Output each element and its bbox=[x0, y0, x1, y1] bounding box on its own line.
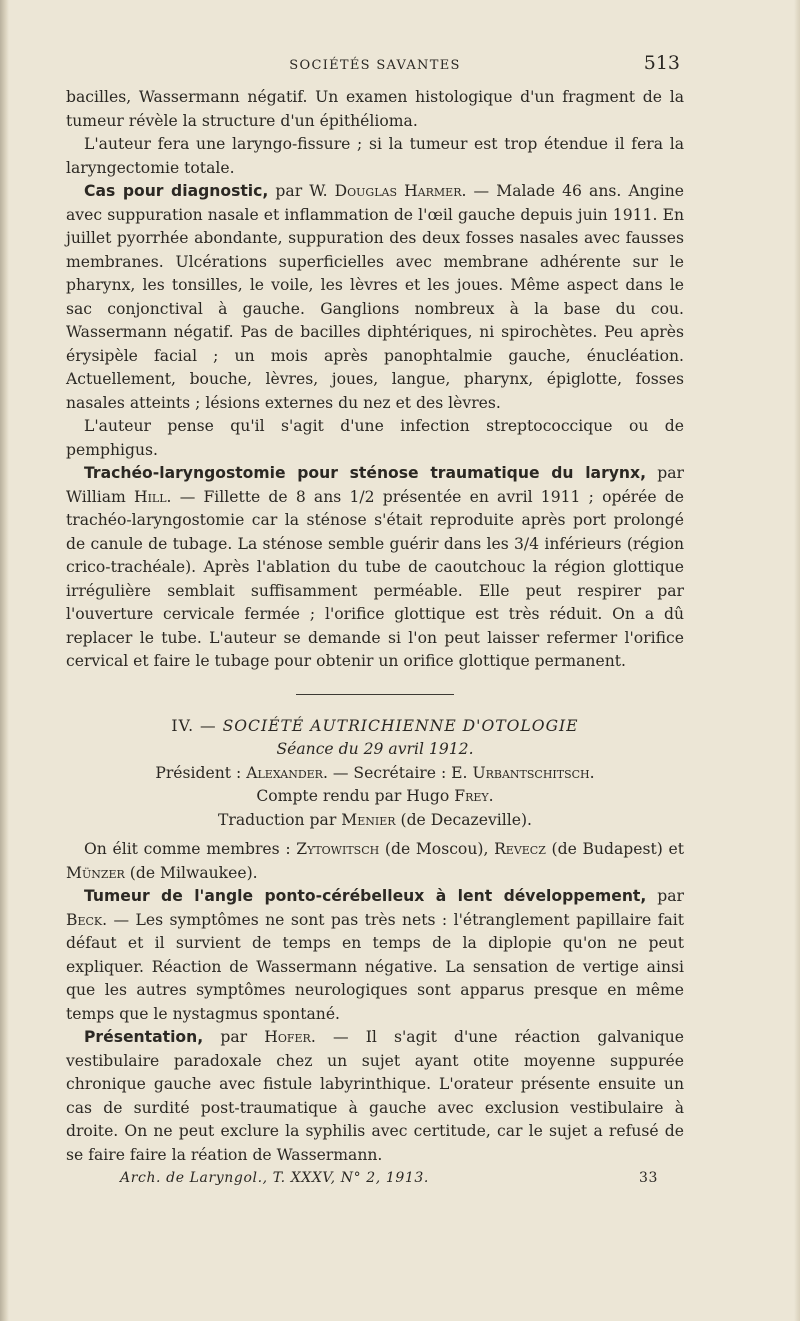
page-footer bbox=[66, 1167, 684, 1189]
member-name: Münzer bbox=[66, 863, 125, 882]
page-binding-edge bbox=[0, 0, 9, 1321]
case-title: Cas pour diagnostic, bbox=[84, 182, 269, 200]
report-label: Compte rendu par Hugo bbox=[256, 787, 455, 805]
translator-name: Menier bbox=[341, 810, 396, 829]
running-header bbox=[66, 52, 684, 86]
member-city: (de Milwaukee). bbox=[124, 863, 258, 882]
paragraph-case-diagnostic bbox=[66, 180, 684, 415]
tracheo-author: Hill bbox=[133, 487, 167, 506]
tumeur-body: . — Les symptômes ne sont pas très nets : l'étranglement papillaire fait défaut et il survient de temps en temps de la diplopie qu'on ne peut expliquer. Réaction de Wassermann négative. La sensation de vertige ainsi que les autres symptômes neurologiques sont apparus presque en même temps que le nystagmus spontané. bbox=[66, 910, 684, 1023]
section-heading bbox=[66, 715, 684, 739]
tracheo-by: par William bbox=[66, 464, 684, 506]
presentation-body: . — Il s'agit d'une réaction galvanique vestibulaire paradoxale chez un sujet ayant otite moyenne suppurée chronique gauche avec fistule labyrinthique. L'orateur présente ensuite un cas de surdité post-traumatique à gauche avec exclusion vestibulaire à droite. On ne peut exclure la syphilis avec certitude, car le sujet a refusé de se faire faire la réation de Wassermann. bbox=[66, 1028, 684, 1164]
tracheo-body: . — Fillette de 8 ans 1/2 présentée en avril 1911 ; opérée de trachéo-laryngostomie car la sténose s'était reproduite après port prolongé de canule de tubage. La sténose semble guérir dans les 3/4 inférieurs (région crico-trachéale). Après l'ablation du tube de caoutchouc la région glottique irrégulière semblait suffisamment perméable. Elle peut respirer par l'ouverture cervicale fermée ; l'orifice glottique est très réduit. On a dû replacer le tube. L'auteur se demande si l'on peut laisser refermer l'orifice cervical et faire le tubage pour obtenir un orifice glottique permanent. bbox=[66, 487, 684, 670]
page-number: 513 bbox=[643, 52, 680, 74]
page-right-edge bbox=[794, 0, 800, 1321]
translation-line bbox=[66, 809, 684, 833]
paragraph-infection-note: L'auteur pense qu'il s'agit d'une infection streptococcique ou de pemphigus. bbox=[66, 417, 684, 459]
translation-end: (de Decazeville). bbox=[395, 810, 532, 829]
tracheo-title: Trachéo-laryngostomie pour sténose traumatique du larynx, bbox=[84, 464, 647, 482]
section-number: IV. — bbox=[171, 716, 223, 735]
paragraph-presentation bbox=[66, 1026, 684, 1167]
session-date: Séance du 29 avril 1912. bbox=[276, 740, 474, 758]
president-name: Alexander bbox=[246, 763, 323, 782]
tumeur-author: Beck bbox=[66, 910, 103, 929]
member-city: (de Moscou), bbox=[379, 840, 495, 858]
section-divider bbox=[296, 694, 454, 695]
tumeur-title: Tumeur de l'angle ponto-cérébelleux à lent développement, bbox=[84, 887, 647, 905]
journal-citation: Arch. de Laryngol., T. XXXV, N° 2, 1913. bbox=[120, 1170, 429, 1186]
paragraph-laryngo-fissure: L'auteur fera une laryngo-fissure ; si la tumeur est trop étendue il fera la laryngectomie totale. bbox=[66, 135, 684, 177]
secretary-label: . — Secrétaire : E. bbox=[322, 763, 473, 782]
presentation-title: Présentation, bbox=[84, 1028, 204, 1046]
report-author: Frey bbox=[454, 787, 489, 805]
presentation-author: Hofer bbox=[264, 1028, 311, 1046]
running-title: SOCIÉTÉS SAVANTES bbox=[289, 58, 461, 73]
case-by: par W. bbox=[268, 182, 335, 200]
members-intro: On élit comme membres : bbox=[84, 840, 297, 858]
officers-line bbox=[66, 762, 684, 786]
member-name: Revecz bbox=[494, 840, 546, 858]
signature-mark: 33 bbox=[638, 1170, 658, 1186]
paragraph-tumeur-angle bbox=[66, 885, 684, 1026]
case-author: Douglas Harmer bbox=[334, 182, 462, 200]
report-line bbox=[66, 785, 684, 809]
document-page bbox=[66, 52, 684, 1189]
section-name: SOCIÉTÉ AUTRICHIENNE D'OTOLOGIE bbox=[222, 716, 579, 735]
paragraph-tracheo-laryngostomie bbox=[66, 462, 684, 674]
translation-label: Traduction par bbox=[218, 810, 342, 829]
paragraph-new-members bbox=[66, 838, 684, 885]
secretary-name: Urbantschitsch bbox=[472, 763, 590, 782]
paragraph-continued: bacilles, Wassermann négatif. Un examen histologique d'un fragment de la tumeur révèle la structure d'un épithélioma. bbox=[66, 88, 684, 130]
report-end: . bbox=[488, 787, 494, 805]
case-body: . — Malade 46 ans. Angine avec suppuration nasale et inflammation de l'œil gauche depuis juin 1911. En juillet pyorrhée abondante, suppuration des deux fosses nasales avec fausses membranes. Ulcérations superficielles avec membrane adhérente sur le pharynx, les tonsilles, le voile, les lèvres et les joues. Même aspect dans le sac conjonctival à gauche. Ganglions nombreux à la base du cou. Wassermann négatif. Pas de bacilles diphtériques, ni spirochètes. Peu après érysipèle facial ; un mois après panophtalmie gauche, énucléation. Actuellement, bouche, lèvres, joues, langue, pharynx, épiglotte, fosses nasales atteints ; lésions externes du nez et des lèvres. bbox=[66, 182, 684, 412]
member-city: (de Budapest) et bbox=[545, 840, 684, 858]
secretary-end: . bbox=[589, 763, 595, 782]
tumeur-by: par bbox=[646, 887, 684, 905]
president-label: Président : bbox=[155, 763, 247, 782]
member-name: Zytowitsch bbox=[296, 840, 380, 858]
presentation-by: par bbox=[203, 1028, 265, 1046]
